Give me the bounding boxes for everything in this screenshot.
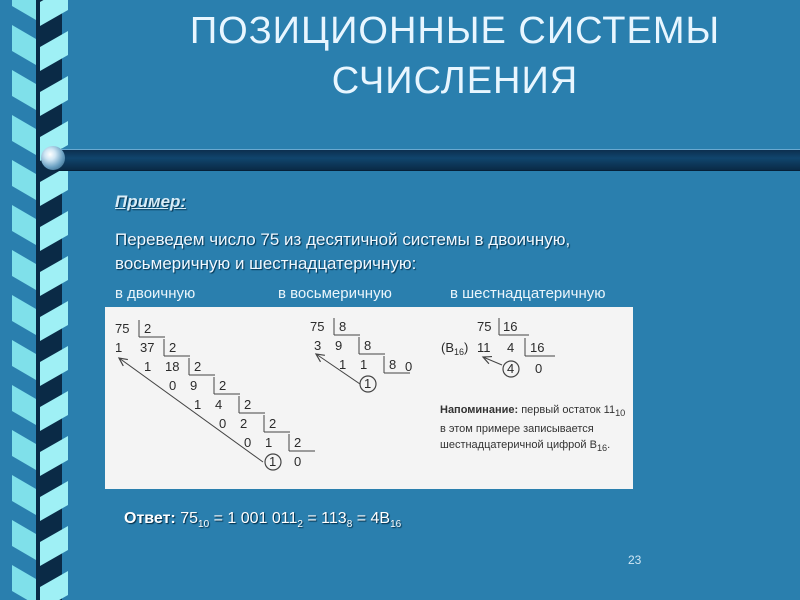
binary-dividend: 4	[215, 397, 223, 412]
octal-read-arrow	[316, 354, 360, 384]
title-line-1: ПОЗИЦИОННЫЕ СИСТЕМЫ	[189, 10, 721, 52]
binary-divisor: 2	[194, 359, 202, 374]
reminder-bold: Напоминание:	[440, 404, 519, 416]
answer-octal: = 113	[302, 510, 347, 527]
octal-divisor: 8	[364, 338, 372, 353]
column-label-hex: в шестнадцатеричную	[450, 285, 606, 302]
answer-value	[180, 510, 402, 531]
binary-divisor: 2	[294, 435, 302, 450]
reminder-sub-1: 10	[615, 408, 626, 419]
ribbon-decoration	[0, 0, 70, 600]
hex-b-mark-close: )	[464, 340, 469, 355]
octal-divisor: 8	[339, 319, 347, 334]
divider-ball-ornament	[41, 146, 65, 170]
binary-dividend: 75	[115, 321, 130, 336]
slide-title	[130, 6, 780, 106]
binary-divisor: 2	[169, 340, 177, 355]
column-label-binary: в двоичную	[115, 285, 196, 302]
octal-remainder: 1	[339, 357, 347, 372]
page-number: 23	[628, 553, 642, 567]
reminder-note	[440, 402, 630, 456]
answer-base-10: 10	[198, 519, 210, 531]
binary-dividend: 37	[140, 340, 155, 355]
binary-dividend: 9	[190, 378, 198, 393]
reminder-text-3: .	[607, 439, 611, 452]
octal-remainder: 1	[364, 376, 372, 391]
octal-dividend: 75	[310, 319, 325, 334]
answer-line	[124, 510, 401, 530]
hex-remainder: 11	[477, 340, 491, 355]
binary-divisor: 2	[219, 378, 227, 393]
answer-hex: = 4B	[352, 510, 391, 527]
hex-b-mark: $(B_{16})$	[441, 340, 469, 357]
hex-last-quotient: 0	[535, 361, 543, 376]
example-label: Пример:	[115, 192, 187, 211]
binary-divisor: 2	[144, 321, 152, 336]
binary-remainder: 0	[244, 435, 252, 450]
binary-remainder: 1	[115, 340, 123, 355]
binary-dividend: 2	[240, 416, 248, 431]
hex-dividend: 75	[477, 319, 492, 334]
reminder-text-1: первый остаток 11	[518, 404, 616, 416]
reminder-text-2: в этом примере записывается шестнадцатеричной цифрой B	[440, 423, 597, 452]
octal-dividend: 9	[335, 338, 343, 353]
binary-remainder: 1	[144, 359, 152, 374]
binary-dividend: 1	[265, 435, 273, 450]
answer-binary: = 1 001 011	[209, 510, 298, 527]
title-divider-bar	[55, 149, 800, 171]
octal-divisor: 8	[389, 357, 397, 372]
binary-divisor: 2	[269, 416, 277, 431]
answer-base-16: 16	[390, 519, 402, 531]
octal-read-arrow-head	[316, 354, 325, 362]
division-diagrams	[105, 307, 633, 489]
answer-base-8: 8	[346, 519, 353, 531]
title-line-2: СЧИСЛЕНИЯ	[331, 60, 579, 102]
binary-remainder: 1	[269, 454, 277, 469]
answer-label: Ответ:	[124, 510, 176, 527]
binary-remainder: 0	[169, 378, 177, 393]
reminder-sub-2: 16	[596, 443, 608, 454]
binary-dividend: 18	[165, 359, 180, 374]
hex-divisor: 16	[530, 340, 545, 355]
conversion-figure	[105, 307, 633, 489]
column-label-octal: в восьмеричную	[278, 285, 392, 302]
binary-read-arrow	[119, 358, 263, 462]
binary-remainder: 0	[219, 416, 227, 431]
hex-b-mark-sub: 16	[454, 347, 465, 357]
intro-text: Переведем число 75 из десятичной системы в двоичную, восьмеричную и шестнадцатеричную:	[115, 230, 571, 273]
binary-remainder: 1	[194, 397, 202, 412]
hex-divisor: 16	[503, 319, 518, 334]
hex-remainder: 4	[507, 361, 515, 376]
binary-divisor: 2	[244, 397, 252, 412]
octal-remainder: 3	[314, 338, 322, 353]
binary-last-quotient: 0	[294, 454, 302, 469]
octal-last-quotient: 0	[405, 359, 413, 374]
hex-dividend: 4	[507, 340, 515, 355]
octal-dividend: 1	[360, 357, 368, 372]
answer-n1: 75	[180, 510, 199, 527]
answer-base-2: 2	[297, 519, 303, 531]
